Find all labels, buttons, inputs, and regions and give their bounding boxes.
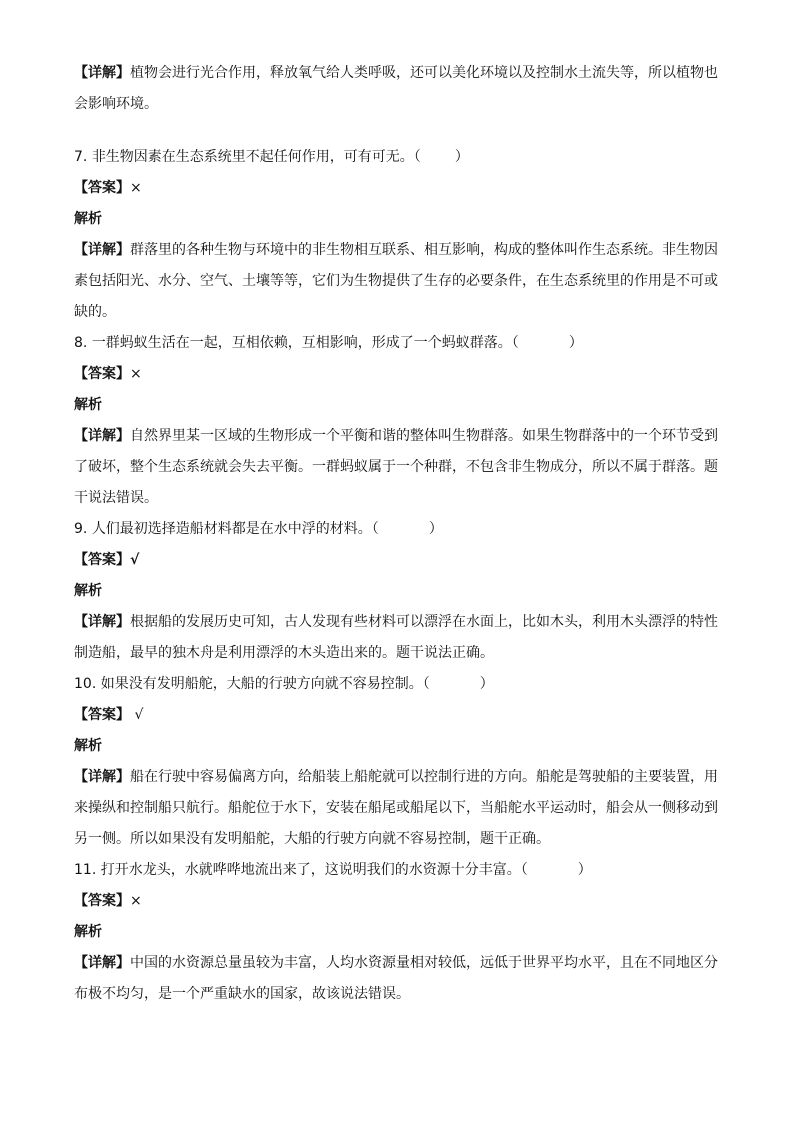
question-9	[74, 514, 724, 669]
answer-value: √	[130, 552, 140, 568]
answer-value: √	[134, 707, 144, 723]
q6-detail	[74, 58, 724, 120]
detail-line: 【详解】自然界里某一区域的生物形成一个平衡和谐的整体叫生物群落。如果生物群落中的一个环节受到	[74, 428, 718, 444]
answer-line: 【答案】×	[74, 893, 142, 909]
answer-value: ×	[130, 893, 142, 909]
analysis-label: 解析	[74, 397, 102, 413]
detail-line: 制造船，最早的独木舟是利用漂浮的木头造出来的。题干说法正确。	[74, 645, 494, 661]
detail-line: 另一侧。所以如果没有发明船舵，大船的行驶方向就不容易控制，题干正确。	[74, 831, 550, 847]
answer-value: ×	[130, 366, 142, 382]
detail-label: 【详解】	[74, 65, 130, 81]
question-7	[74, 142, 724, 328]
question-10	[74, 669, 724, 855]
detail-line: 【详解】植物会进行光合作用，释放氧气给人类呼吸，还可以美化环境以及控制水土流失等，所以植物也	[74, 65, 718, 81]
detail-line: 来操纵和控制船只航行。船舵位于水下，安装在船尾或船尾以下，当船舵水平运动时，船会从一侧移动到	[74, 800, 718, 816]
detail-line: 【详解】中国的水资源总量虽较为丰富，人均水资源量相对较低，远低于世界平均水平，且在不同地区分	[74, 955, 718, 971]
answer-line: 【答案】×	[74, 180, 142, 196]
detail-line: 【详解】船在行驶中容易偏离方向，给船装上船舵就可以控制行进的方向。船舵是驾驶船的主要装置，用	[74, 769, 718, 785]
document-page	[74, 58, 724, 1010]
analysis-label: 解析	[74, 924, 102, 940]
detail-line: 干说法错误。	[74, 490, 158, 506]
answer-value: ×	[130, 180, 142, 196]
answer-line: 【答案】√	[74, 552, 140, 568]
analysis-label: 解析	[74, 738, 102, 754]
detail-line: 【详解】群落里的各种生物与环境中的非生物相互联系、相互影响，构成的整体叫作生态系统。非生物因	[74, 242, 718, 258]
answer-line: 【答案】×	[74, 366, 142, 382]
detail-line: 素包括阳光、水分、空气、土壤等等，它们为生物提供了生存的必要条件，在生态系统里的作用是不可或	[74, 273, 718, 289]
answer-line: 【答案】 √	[74, 707, 144, 723]
analysis-label: 解析	[74, 211, 102, 227]
detail-line: 缺的。	[74, 304, 116, 320]
analysis-label: 解析	[74, 583, 102, 599]
question-stem: 11. 打开水龙头，水就哗哗地流出来了，这说明我们的水资源十分丰富。（ ）	[74, 862, 592, 878]
detail-line: 布极不均匀，是一个严重缺水的国家，故该说法错误。	[74, 986, 410, 1002]
question-stem: 8. 一群蚂蚁生活在一起，互相依赖，互相影响，形成了一个蚂蚁群落。（ ）	[74, 335, 583, 351]
question-8	[74, 328, 724, 514]
question-11	[74, 855, 724, 1010]
detail-line: 了破坏，整个生态系统就会失去平衡。一群蚂蚁属于一个种群，不包含非生物成分，所以不属于群落。题	[74, 459, 718, 475]
question-stem: 9. 人们最初选择造船材料都是在水中浮的材料。（ ）	[74, 521, 443, 537]
detail-line: 会影响环境。	[74, 96, 158, 112]
question-stem: 10. 如果没有发明船舵，大船的行驶方向就不容易控制。（ ）	[74, 676, 494, 692]
detail-line: 【详解】根据船的发展历史可知，古人发现有些材料可以漂浮在水面上，比如木头，利用木头漂浮的特性	[74, 614, 718, 630]
question-stem: 7. 非生物因素在生态系统里不起任何作用，可有可无。（ ）	[74, 149, 469, 165]
